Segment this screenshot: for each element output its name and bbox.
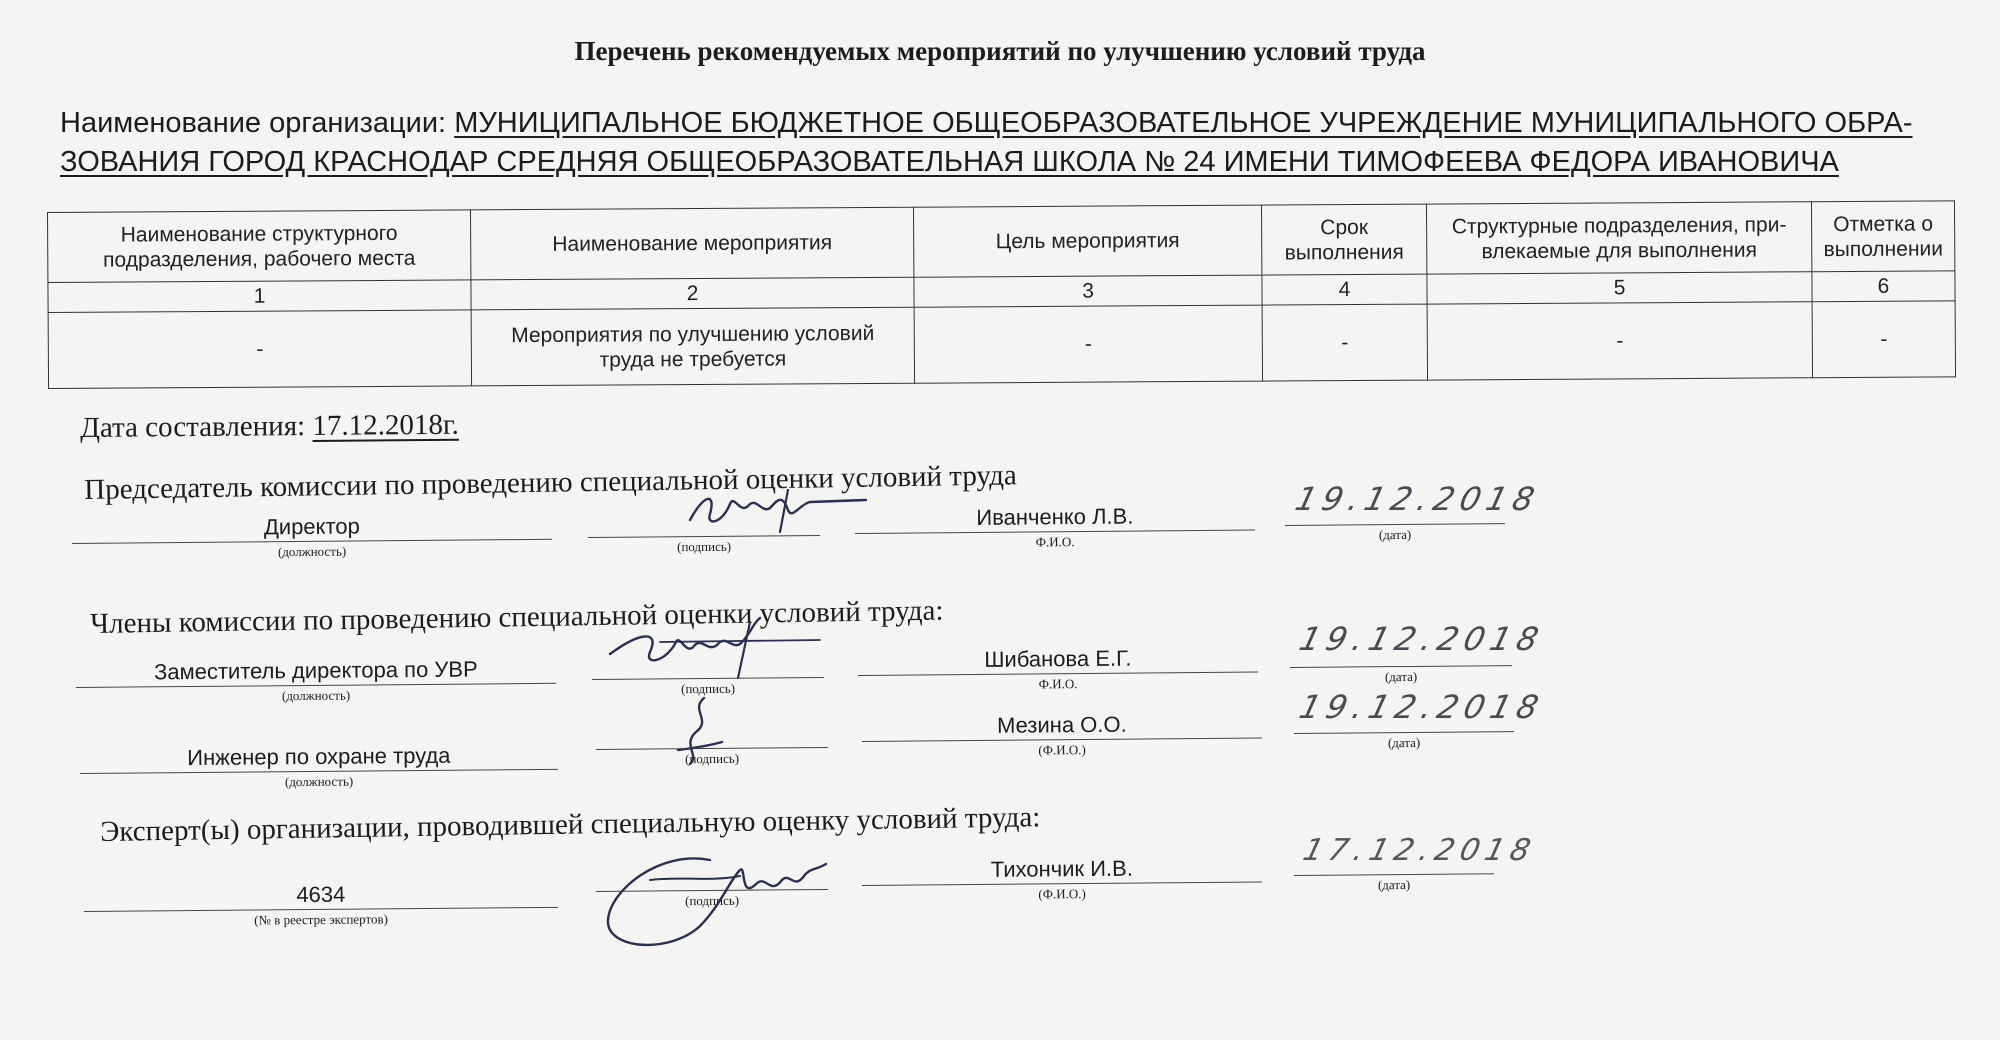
measure-text-line: Мероприятия по улучшению условий	[511, 321, 875, 347]
measure-text-line: труда не требуется	[599, 346, 787, 372]
chair-position-caption: (должность)	[277, 543, 347, 560]
member-position: Заместитель директора по УВР	[153, 656, 478, 685]
column-header-text: Структурные подразделения, при-	[1451, 212, 1787, 238]
expert-heading: Эксперт(ы) организации, проводившей специальную оценку условий труда:	[100, 801, 1041, 848]
compilation-date-label: Дата составления:	[80, 410, 306, 444]
table-row	[48, 301, 1955, 389]
expert-signature-caption: (подпись)	[685, 892, 740, 909]
chair-name-caption: Ф.И.О.	[1035, 534, 1075, 550]
column-number: 5	[1427, 272, 1812, 304]
measures-table	[47, 200, 1956, 389]
column-number: 6	[1812, 271, 1955, 302]
column-header	[470, 207, 913, 280]
column-header	[913, 205, 1261, 277]
member-position-caption: (должность)	[281, 687, 351, 704]
column-number: 1	[48, 280, 471, 313]
expert-registry-caption: (№ в реестре экспертов)	[254, 911, 389, 928]
chair-position: Директор	[263, 513, 360, 540]
organization-label: Наименование организации:	[60, 107, 447, 139]
expert-name: Тихончик И.В.	[990, 855, 1134, 882]
member-name: Шибанова Е.Г.	[984, 645, 1132, 672]
column-header	[48, 210, 471, 283]
expert-handwritten-date	[1299, 826, 1540, 872]
member-2-signature	[660, 690, 740, 770]
document-title: Перечень рекомендуемых мероприятий по улучшению условий труда	[574, 36, 1426, 66]
member-signature-caption: (подпись)	[685, 750, 740, 767]
chair-name-field	[855, 501, 1255, 550]
chair-handwritten-date	[1291, 476, 1545, 522]
member-1-name-field	[858, 643, 1258, 692]
column-header-text: Наименование мероприятия	[552, 231, 833, 256]
column-header-text: влекаемые для выполнения	[1481, 238, 1758, 263]
chair-position-field	[72, 510, 552, 560]
column-header-text: Наименование структурного	[120, 221, 398, 247]
column-header	[1811, 201, 1954, 272]
expert-signature	[590, 840, 830, 960]
table-cell: -	[914, 305, 1262, 383]
member-1-position-field	[76, 654, 556, 704]
organization-name-part-2: ЗОВАНИЯ ГОРОД КРАСНОДАР СРЕДНЯЯ ОБЩЕОБРАЗОВАТЕЛЬНАЯ ШКОЛА № 24 ИМЕНИ ТИМОФЕЕВА ФЕДОРА ИВАНОВИЧА	[60, 146, 1839, 178]
column-header-text: Цель мероприятия	[995, 229, 1180, 254]
expert-registry-number: 4634	[296, 881, 346, 908]
compilation-date	[80, 409, 459, 445]
organization-block	[60, 104, 1920, 182]
expert-name-field	[862, 853, 1262, 902]
member-2-handwritten-date	[1295, 684, 1549, 730]
table-cell: -	[1262, 304, 1427, 381]
handwritten-date-text: 19.12.2018	[1295, 688, 1549, 726]
column-header	[1261, 204, 1426, 275]
table-header-row	[48, 201, 1955, 283]
member-position-caption: (должность)	[284, 773, 354, 790]
column-header-text: подразделения, рабочего места	[103, 246, 416, 272]
member-position: Инженер по охране труда	[187, 742, 451, 771]
table-cell	[471, 307, 914, 386]
expert-date-caption: (дата)	[1377, 876, 1411, 893]
chair-name: Иванченко Л.В.	[976, 503, 1134, 530]
column-header-text: Срок	[1320, 215, 1369, 239]
member-1-signature	[600, 612, 840, 682]
chair-heading: Председатель комиссии по проведению специальной оценки условий труда	[84, 459, 1017, 506]
column-header-text: Отметка о	[1833, 211, 1934, 236]
handwritten-date-text: 17.12.2018	[1299, 833, 1540, 868]
table-cell: -	[1427, 302, 1812, 380]
chair-date-caption: (дата)	[1378, 526, 1412, 543]
member-name-caption: (Ф.И.О.)	[1038, 742, 1086, 758]
member-2-position-field	[80, 740, 558, 790]
column-header-text: выполнения	[1284, 240, 1404, 264]
member-date-caption: (дата)	[1387, 734, 1421, 751]
handwritten-date-text: 19.12.2018	[1295, 620, 1549, 658]
column-header	[1426, 202, 1811, 274]
member-signature-caption: (подпись)	[681, 680, 736, 697]
column-number: 4	[1262, 274, 1427, 305]
expert-name-caption: (Ф.И.О.)	[1038, 886, 1086, 902]
member-date-caption: (дата)	[1384, 668, 1418, 685]
organization-line-1	[60, 104, 1920, 143]
member-1-handwritten-date	[1295, 616, 1549, 662]
organization-line-2	[60, 143, 1920, 182]
chair-signature	[670, 484, 870, 540]
column-number: 3	[914, 275, 1262, 307]
member-2-name-field	[862, 709, 1262, 758]
column-number: 2	[471, 277, 914, 310]
table-cell: -	[1812, 301, 1955, 378]
organization-name-part-1: МУНИЦИПАЛЬНОЕ БЮДЖЕТНОЕ ОБЩЕОБРАЗОВАТЕЛЬНОЕ УЧРЕЖДЕНИЕ МУНИЦИПАЛЬНОГО ОБРА-	[454, 107, 1913, 139]
compilation-date-value: 17.12.2018г.	[312, 408, 459, 442]
table-cell: -	[48, 310, 471, 389]
member-name-caption: Ф.И.О.	[1038, 676, 1078, 692]
member-name: Мезина О.О.	[996, 711, 1127, 738]
column-header-text: выполнении	[1823, 236, 1944, 261]
handwritten-date-text: 19.12.2018	[1291, 480, 1545, 518]
expert-registry-field	[84, 878, 558, 928]
chair-signature-caption: (подпись)	[677, 538, 732, 555]
members-heading: Члены комиссии по проведению специальной оценки условий труда:	[90, 594, 944, 640]
